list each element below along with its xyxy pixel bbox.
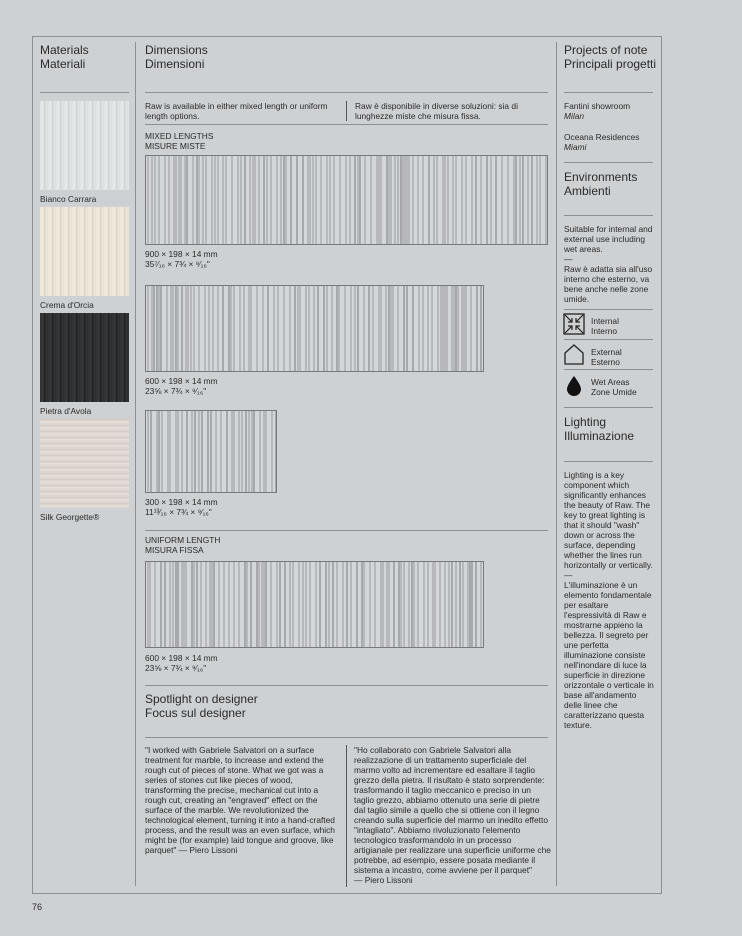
material-name: Crema d'Orcia <box>40 300 94 310</box>
environment-item: Internal Interno <box>591 316 619 336</box>
lighting-rule <box>564 461 653 462</box>
panel-900 <box>145 155 548 245</box>
panel-dimensions: 300 × 198 × 14 mm 11¹³⁄₁₆ × 7¾ × ⁹⁄₁₆" <box>145 497 218 517</box>
quote-en: "I worked with Gabriele Salvatori on a surface treatment for marble, to increase and extend the rough cut of pieces of stone. What we got was a series of stones cut like pieces of wood, transforming the precise, mechanical cut into a rough cut, creating an "engraved" effect on the surface of the marble. We revolutionized the technological element, turning it into a hand-crafted process, and the result was an even surface, which might be (for example) laid tongue and groove, like parquet" — Piero Lissoni <box>145 745 335 855</box>
tile-silk-georgette <box>40 419 129 508</box>
quote-divider <box>346 745 347 887</box>
panel-dimensions: 600 × 198 × 14 mm 23⅝ × 7¾ × ⁹⁄₁₆" <box>145 376 218 396</box>
environment-item: External Esterno <box>591 347 622 367</box>
tile-pietra-davola <box>40 313 129 402</box>
spotlight-top-rule <box>145 685 548 686</box>
dimensions-rule <box>145 92 548 93</box>
panel-600-uniform <box>145 561 484 648</box>
env-list-rule <box>564 309 653 310</box>
dimensions-intro-en: Raw is available in either mixed length or uniform length options. <box>145 101 328 121</box>
project-item: Fantini showroom Milan <box>564 101 631 121</box>
lighting-text: Lighting is a key component which significantly enhances the beauty of Raw. The key to great lighting is that it should "wash" down or across the surface, depending whether the lines run horizontally or vertically. — L'illuminazione è un elemento fondamentale per esaltare l'espressività di Raw e mostrarne appieno la bellezza. Il segreto per une perfetta illuminazione consiste nell'inondare di luce la superficie in direzione orizzontale o verticale in base all'andamento delle linee che caratterizzano questa texture. <box>564 470 654 730</box>
project-item: Oceana Residences Miami <box>564 132 640 152</box>
panel-dimensions: 600 × 198 × 14 mm 23⅝ × 7¾ × ⁹⁄₁₆" <box>145 653 218 673</box>
intro-rule <box>145 124 548 125</box>
panel-300 <box>145 410 277 493</box>
material-name: Silk Georgette® <box>40 512 100 522</box>
projects-title: Projects of note Principali progetti <box>564 43 657 71</box>
dimensions-title: Dimensions Dimensioni <box>145 43 208 71</box>
tile-bianco-carrara <box>40 101 129 190</box>
panel-stripes <box>146 156 548 245</box>
lighting-title: Lighting Illuminazione <box>564 415 635 443</box>
house-icon <box>563 343 585 365</box>
internal-icon <box>563 313 585 335</box>
uniform-length-label: UNIFORM LENGTH MISURA FISSA <box>145 535 221 555</box>
mixed-lengths-label: MIXED LENGTHS MISURE MISTE <box>145 131 214 151</box>
spotlight-rule <box>145 737 548 738</box>
environments-rule <box>564 215 653 216</box>
environments-title: Environments Ambienti <box>564 170 638 198</box>
projects-rule <box>564 92 653 93</box>
materials-rule <box>40 92 129 93</box>
column-divider-left <box>135 42 136 886</box>
environments-text: Suitable for internal and external use including wet areas. — Raw è adatta sia all'uso interno che esterno, va bene anche nelle zone umide. <box>564 224 653 304</box>
page-number: 76 <box>32 902 43 912</box>
spotlight-title: Spotlight on designer Focus sul designer <box>145 692 258 720</box>
projects-bottom-rule <box>564 162 653 163</box>
env-item-rule <box>564 369 653 370</box>
environment-item: Wet Areas Zone Umide <box>591 377 637 397</box>
material-name: Bianco Carrara <box>40 194 97 204</box>
dimensions-intro-it: Raw è disponibile in diverse soluzioni: sia di lunghezze miste che misura fissa. <box>355 101 518 121</box>
panel-600-mixed <box>145 285 484 372</box>
panel-stripes <box>146 562 484 648</box>
column-divider-right <box>556 42 557 886</box>
intro-divider <box>346 101 347 121</box>
panel-stripes <box>146 286 484 372</box>
materials-title: Materials Materiali <box>40 43 89 71</box>
material-name: Pietra d'Avola <box>40 406 92 416</box>
panel-stripes <box>146 411 277 493</box>
env-bottom-rule <box>564 407 653 408</box>
uniform-rule <box>145 530 548 531</box>
tile-crema-dorcia <box>40 207 129 296</box>
env-item-rule <box>564 339 653 340</box>
panel-dimensions: 900 × 198 × 14 mm 35⁷⁄₁₆ × 7¾ × ⁹⁄₁₆" <box>145 249 218 269</box>
drop-icon <box>563 374 585 396</box>
quote-it: "Ho collaborato con Gabriele Salvatori alla realizzazione di un trattamento superficiale del marmo volto ad incrementare ed esaltare il taglio grezzo della pietra. Il risultato è stato sorprendente: trasformando il taglio meccanico e preciso in un taglio grezzo, abbiamo ottenuto una serie di pietre dal taglio simile a quello che si ottiene con il legno creando sulla superficie del marmo un inedito effetto "intagliato". Abbiamo rivoluzionato l'elemento tecnologico trasformandolo in un processo artigianale per realizzare una superficie uniforme che potrebbe, ad esempio, essere posata mediante il sistema a incastro, come avviene per il parquet" — Piero Lissoni <box>354 745 551 885</box>
